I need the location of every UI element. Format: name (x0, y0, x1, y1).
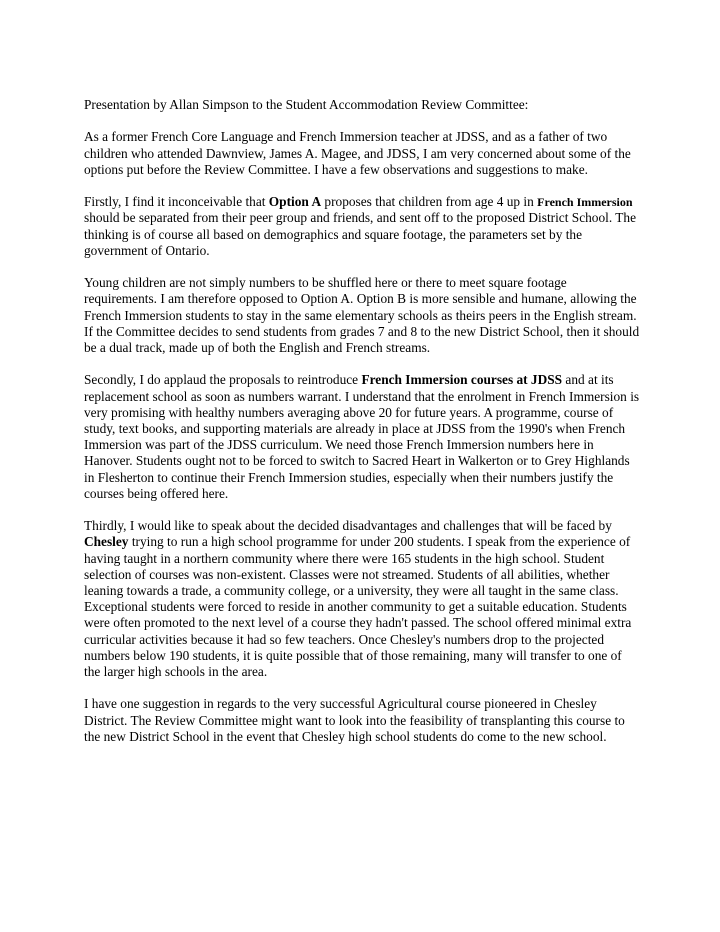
paragraph-text: trying to run a high school programme for under 200 students. I speak from the experience of having taught in a northern community where there were 165 students in the high school. Student selection of courses was non-existent. Classes were not streamed. Students of all abilities, whether leaning towards a trade, a community college, or a university, they were all taught in the same class. Exceptional students were forced to reside in another community to get a suitable education. Students were often promoted to the next level of a course they hadn't passed. The school offered minimal extra curricular activities because it had so few teachers. Once Chesley's numbers drop to the projected numbers below 190 students, it is quite possible that of those remaining, many will transfer to one of the larger high schools in the area. (84, 534, 632, 680)
paragraph-text: should be separated from their peer group and friends, and sent off to the proposed District School. The thinking is of course all based on demographics and square footage, the parameters set by the government of Ontario. (84, 210, 637, 258)
emphasis-french-immersion: French Immersion (537, 195, 633, 210)
paragraph-text: and at its replacement school as soon as numbers warrant. I understand that the enrolment in French Immersion is very promising with healthy numbers averaging above 20 for future years. A programme, course of study, text books, and supporting materials are already in place at JDSS from the 1990's when French Immersion was part of the JDSS curriculum. We need those French Immersion numbers here in Hanover. Students ought not to be forced to switch to Sacred Heart in Walkerton or to Grey Highlands in Flesherton to continue their French Immersion studies, especially when their numbers justify the courses being offered here. (84, 372, 640, 501)
paragraph-text: Thirdly, I would like to speak about the decided disadvantages and challenges that will be faced by (84, 518, 612, 534)
paragraph-chesley (84, 518, 640, 680)
emphasis-chesley: Chesley (84, 534, 129, 550)
paragraph-text: Secondly, I do applaud the proposals to reintroduce (84, 372, 362, 388)
paragraph-text: proposes that children from age 4 up in (321, 194, 538, 210)
paragraph-option-a (84, 194, 640, 259)
paragraph-introduction: As a former French Core Language and French Immersion teacher at JDSS, and as a father of two children who attended Dawnview, James A. Magee, and JDSS, I am very concerned about some of the options put before the Review Committee. I have a few observations and suggestions to make. (84, 129, 631, 177)
paragraph-young-children: Young children are not simply numbers to be shuffled here or there to meet square footage requirements. I am therefore opposed to Option A. Option B is more sensible and humane, allowing the French Immersion students to stay in the same elementary schools as theirs peers in the English stream. If the Committee decides to send students from grades 7 and 8 to the new District School, then it should be a dual track, made up of both the English and French streams. (84, 275, 640, 355)
document-page (84, 97, 640, 761)
emphasis-option-a: Option A (268, 194, 322, 210)
paragraph-agricultural-course: I have one suggestion in regards to the very successful Agricultural course pioneered in Chesley District. The Review Committee might want to look into the feasibility of transplanting this course to the new District School in the event that Chesley high school students do come to the new school. (84, 696, 625, 744)
emphasis-french-immersion-courses: French Immersion courses at JDSS (361, 372, 563, 388)
document-heading: Presentation by Allan Simpson to the Student Accommodation Review Committee: (84, 97, 529, 112)
paragraph-text: Firstly, I find it inconceivable that (84, 194, 269, 210)
paragraph-french-immersion-jdss (84, 372, 640, 502)
